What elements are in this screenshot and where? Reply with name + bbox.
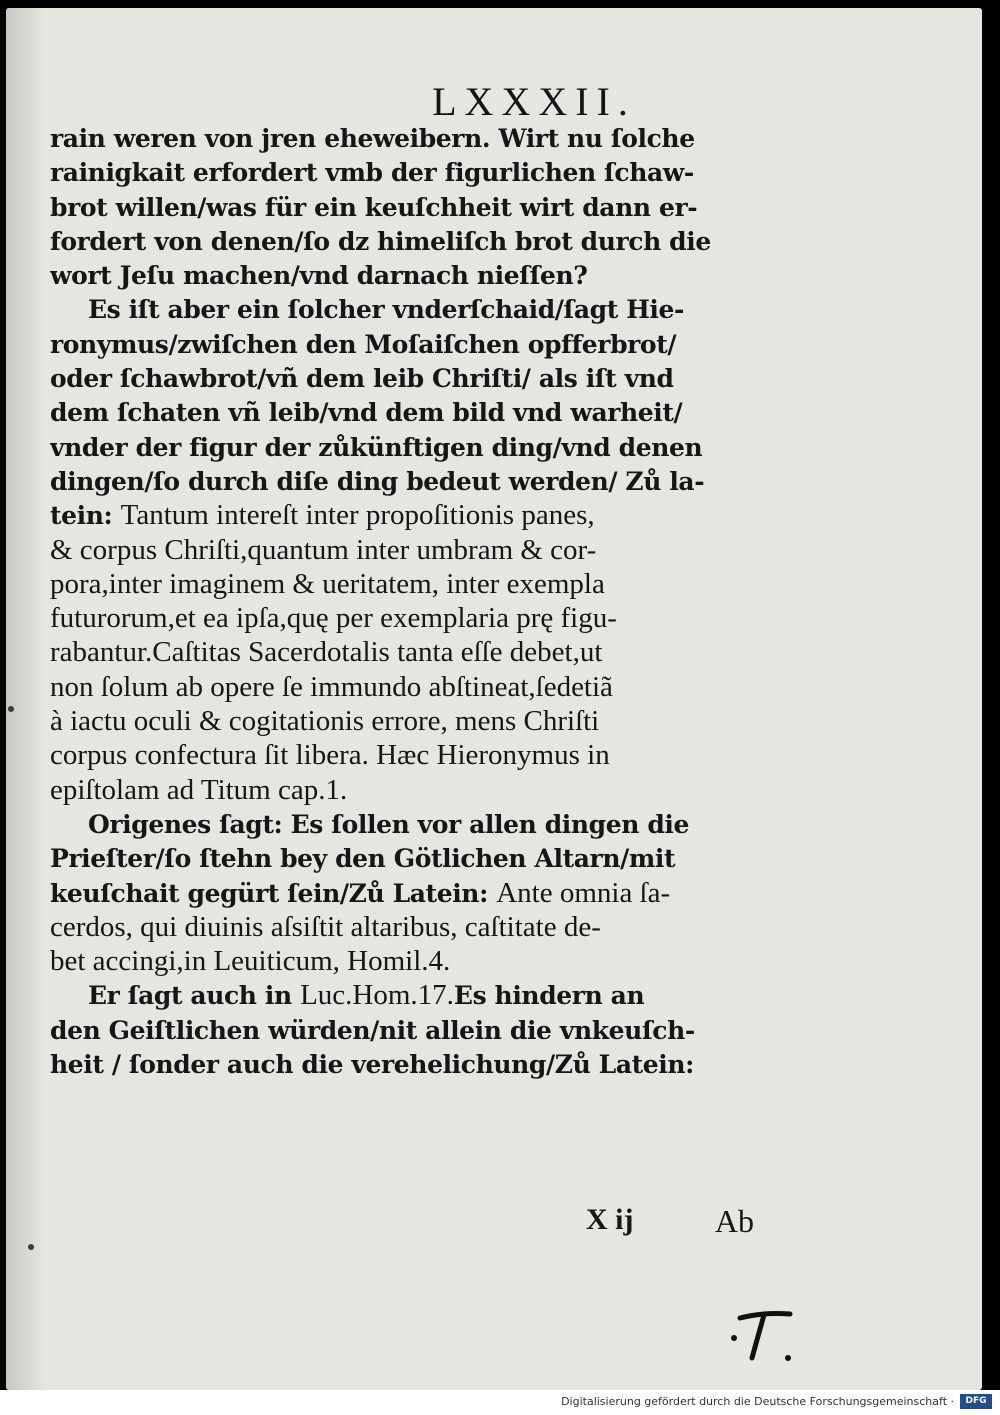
funding-credit: Digitalisierung gefördert durch die Deutsche Forschungsgemeinschaft · xyxy=(561,1395,954,1408)
text-line xyxy=(50,464,772,498)
text-line xyxy=(50,567,772,601)
text-line xyxy=(50,190,772,224)
latin-text: pora,inter imaginem & ueritatem, inter exempla xyxy=(50,567,605,600)
text-line xyxy=(50,944,772,978)
paper-speck xyxy=(28,1244,34,1250)
latin-text: à iactu oculi & cogitationis errore, mens Chriſti xyxy=(50,705,600,738)
text-line xyxy=(50,327,772,361)
latin-text: Tantum intereſt inter propoſitionis panes, xyxy=(120,499,595,532)
text-line xyxy=(50,224,772,258)
fraktur-text: dingen/ſo durch diſe ding bedeut werden/ Zů la- xyxy=(50,466,705,496)
latin-text: futurorum,et ea ipſa,quę per exemplaria prę figu- xyxy=(50,602,617,635)
fraktur-text: Prieſter/ſo ſtehn bey den Götlichen Altarn/mit xyxy=(50,844,676,874)
body-text xyxy=(50,121,772,1081)
fraktur-text: Er ſagt auch in xyxy=(88,981,301,1011)
text-line xyxy=(50,910,772,944)
fraktur-text: Origenes ſagt: Es ſollen vor allen dingen die xyxy=(88,809,690,839)
text-line xyxy=(50,738,772,772)
catchword: Ab xyxy=(714,1203,754,1239)
fraktur-text: rainigkait erfordert vmb der figurlichen ſchaw- xyxy=(50,158,694,188)
fraktur-text: fordert von denen/ſo dz himeliſch brot durch die xyxy=(50,226,711,256)
fraktur-text: Es iſt aber ein ſolcher vnderſchaid/ſagt Hie- xyxy=(88,295,684,325)
latin-text: non ſolum ab opere ſe immundo abſtineat,ſedetiã xyxy=(50,670,613,703)
digitization-footer xyxy=(0,1390,1000,1415)
text-line xyxy=(50,1013,772,1047)
text-line xyxy=(50,807,772,841)
text-line xyxy=(50,395,772,429)
latin-text: bet accingi,in Leuiticum, Homil.4. xyxy=(50,945,451,978)
latin-text: Ante omnia ſa- xyxy=(496,876,671,909)
text-line xyxy=(50,258,772,292)
handwritten-mark xyxy=(718,1308,808,1368)
text-line xyxy=(50,876,772,910)
text-line xyxy=(50,533,772,567)
fraktur-text: brot willen/was für ein keuſchheit wirt dann er- xyxy=(50,192,698,222)
text-line xyxy=(50,361,772,395)
book-page xyxy=(6,8,982,1390)
text-line xyxy=(50,601,772,635)
latin-text: rabantur.Caſtitas Sacerdotalis tanta eſſe debet,ut xyxy=(50,636,603,669)
latin-text: & corpus Chriſti,quantum inter umbram & cor- xyxy=(50,533,597,566)
fraktur-text: keuſchait gegürt ſein/Zů Latein: xyxy=(50,878,497,908)
latin-text: cerdos, qui diuinis aſsiſtit altaribus, caſtitate de- xyxy=(50,910,601,943)
latin-text: Luc.Hom.17. xyxy=(300,979,454,1012)
text-line xyxy=(50,155,772,189)
folio-number: LXXXII. xyxy=(432,79,636,124)
fraktur-text: heit / ſonder auch die verehelichung/Zů Latein: xyxy=(50,1050,695,1080)
fraktur-text: rain weren von jren eheweibern. Wirt nu ſolche xyxy=(50,124,695,153)
fraktur-text: den Geiſtlichen würden/nit allein die vnkeuſch- xyxy=(50,1015,695,1045)
text-line xyxy=(50,498,772,532)
latin-text: corpus confectura ſit libera. Hæc Hieronymus in xyxy=(50,739,610,772)
text-line xyxy=(50,773,772,807)
fraktur-text: Es hindern an xyxy=(453,981,645,1011)
text-line xyxy=(50,841,772,875)
text-line xyxy=(50,430,772,464)
text-line xyxy=(50,292,772,326)
text-line xyxy=(50,978,772,1012)
fraktur-text: ronymus/zwiſchen den Moſaiſchen opfferbrot/ xyxy=(50,329,677,359)
fraktur-text: oder ſchawbrot/vñ dem leib Chriſti/ als iſt vnd xyxy=(50,364,674,394)
latin-text: epiſtolam ad Titum cap.1. xyxy=(50,773,348,806)
catchline xyxy=(50,1203,772,1241)
dfg-logo: DFG xyxy=(960,1394,992,1409)
fraktur-text: tein: xyxy=(50,501,121,531)
fraktur-text: dem ſchaten vñ leib/vnd dem bild vnd warheit/ xyxy=(50,398,683,428)
paper-speck xyxy=(8,706,14,712)
text-line xyxy=(50,704,772,738)
page-gutter-shadow xyxy=(6,8,46,1390)
fraktur-text: wort Jeſu machen/vnd darnach nieſſen? xyxy=(50,261,588,291)
text-line xyxy=(50,670,772,704)
text-line xyxy=(50,635,772,669)
fraktur-text: vnder der figur der zůkünftigen ding/vnd denen xyxy=(50,432,703,462)
text-line xyxy=(50,1047,772,1081)
signature-mark: X ij xyxy=(586,1203,634,1236)
text-line xyxy=(50,121,772,155)
